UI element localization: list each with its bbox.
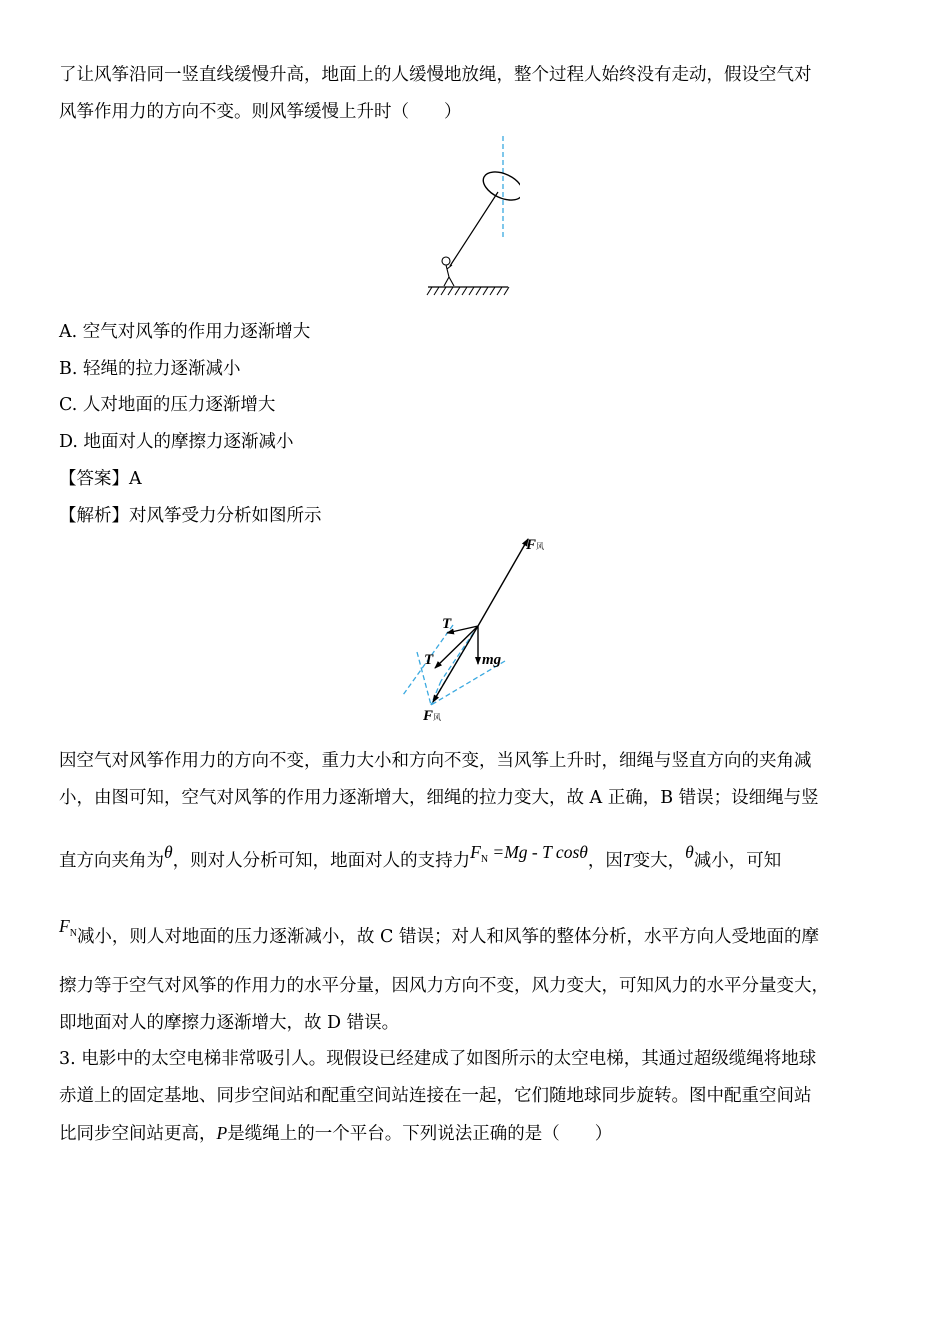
kite-figure: [420, 132, 520, 300]
question3-line-3: 比同步空间站更高，P是缆绳上的一个平台。下列说法正确的是（ ）: [59, 1123, 613, 1144]
question3-line-2: 赤道上的固定基地、同步空间站和配重空间站连接在一起，它们随地球同步旋转。图中配重空间站: [59, 1086, 812, 1106]
analysis-p2-line-2: 擦力等于空气对风筝的作用力的水平分量，因风力方向不变，风力变大，可知风力的水平分量变大，: [59, 976, 829, 996]
option-b: B. 轻绳的拉力逐渐减小: [59, 359, 241, 379]
analysis-p1-line-3: 直方向夹角为θ，则对人分析可知，地面对人的支持力$F_N =Mg - T$ cosθ，因T变大，θ减小，可知: [59, 842, 782, 871]
F-wind-arrow: [478, 539, 528, 626]
label-T-top: T: [442, 616, 452, 632]
option-c: C. 人对地面的压力逐渐增大: [59, 395, 276, 415]
answer-line: 【答案】A: [59, 469, 142, 489]
analysis-p1-line-2: 小，由图可知，空气对风筝的作用力逐渐增大，细绳的拉力变大，故 A 正确，B 错误；设细绳与竖: [59, 788, 819, 808]
label-F-wind-top: F风: [526, 537, 545, 553]
force-diagram: [395, 533, 555, 733]
option-a: A. 空气对风筝的作用力逐渐增大: [59, 322, 311, 342]
option-d: D. 地面对人的摩擦力逐渐减小: [59, 432, 294, 452]
kite-ellipse: [479, 166, 520, 206]
question-intro-line-2: 风筝作用力的方向不变。则风筝缓慢上升时（ ）: [59, 102, 462, 122]
label-mg: mg: [482, 652, 502, 668]
label-F-wind-bottom: F风: [423, 708, 442, 724]
analysis-p1-line-1: 因空气对风筝作用力的方向不变，重力大小和方向不变，当风筝上升时，细绳与竖直方向的夹角减: [59, 751, 812, 771]
question-intro-line-1: 了让风筝沿同一竖直线缓慢升高，地面上的人缓慢地放绳，整个过程人始终没有走动，假设空气对: [59, 65, 812, 85]
question3-line-1: 3. 电影中的太空电梯非常吸引人。现假设已经建成了如图所示的太空电梯，其通过超级缆绳将地球: [59, 1049, 817, 1069]
analysis-intro: 【解析】对风筝受力分析如图所示: [59, 506, 322, 526]
kite-rope: [450, 192, 498, 266]
label-T-mid: T: [424, 652, 434, 668]
analysis-p2-line-1: $F_N$减小，则人对地面的压力逐渐减小，故 C 错误；对人和风筝的整体分析，水平方向人受地面的摩: [59, 916, 819, 947]
person-head: [442, 257, 450, 265]
analysis-p2-line-3: 即地面对人的摩擦力逐渐增大，故 D 错误。: [59, 1013, 400, 1033]
